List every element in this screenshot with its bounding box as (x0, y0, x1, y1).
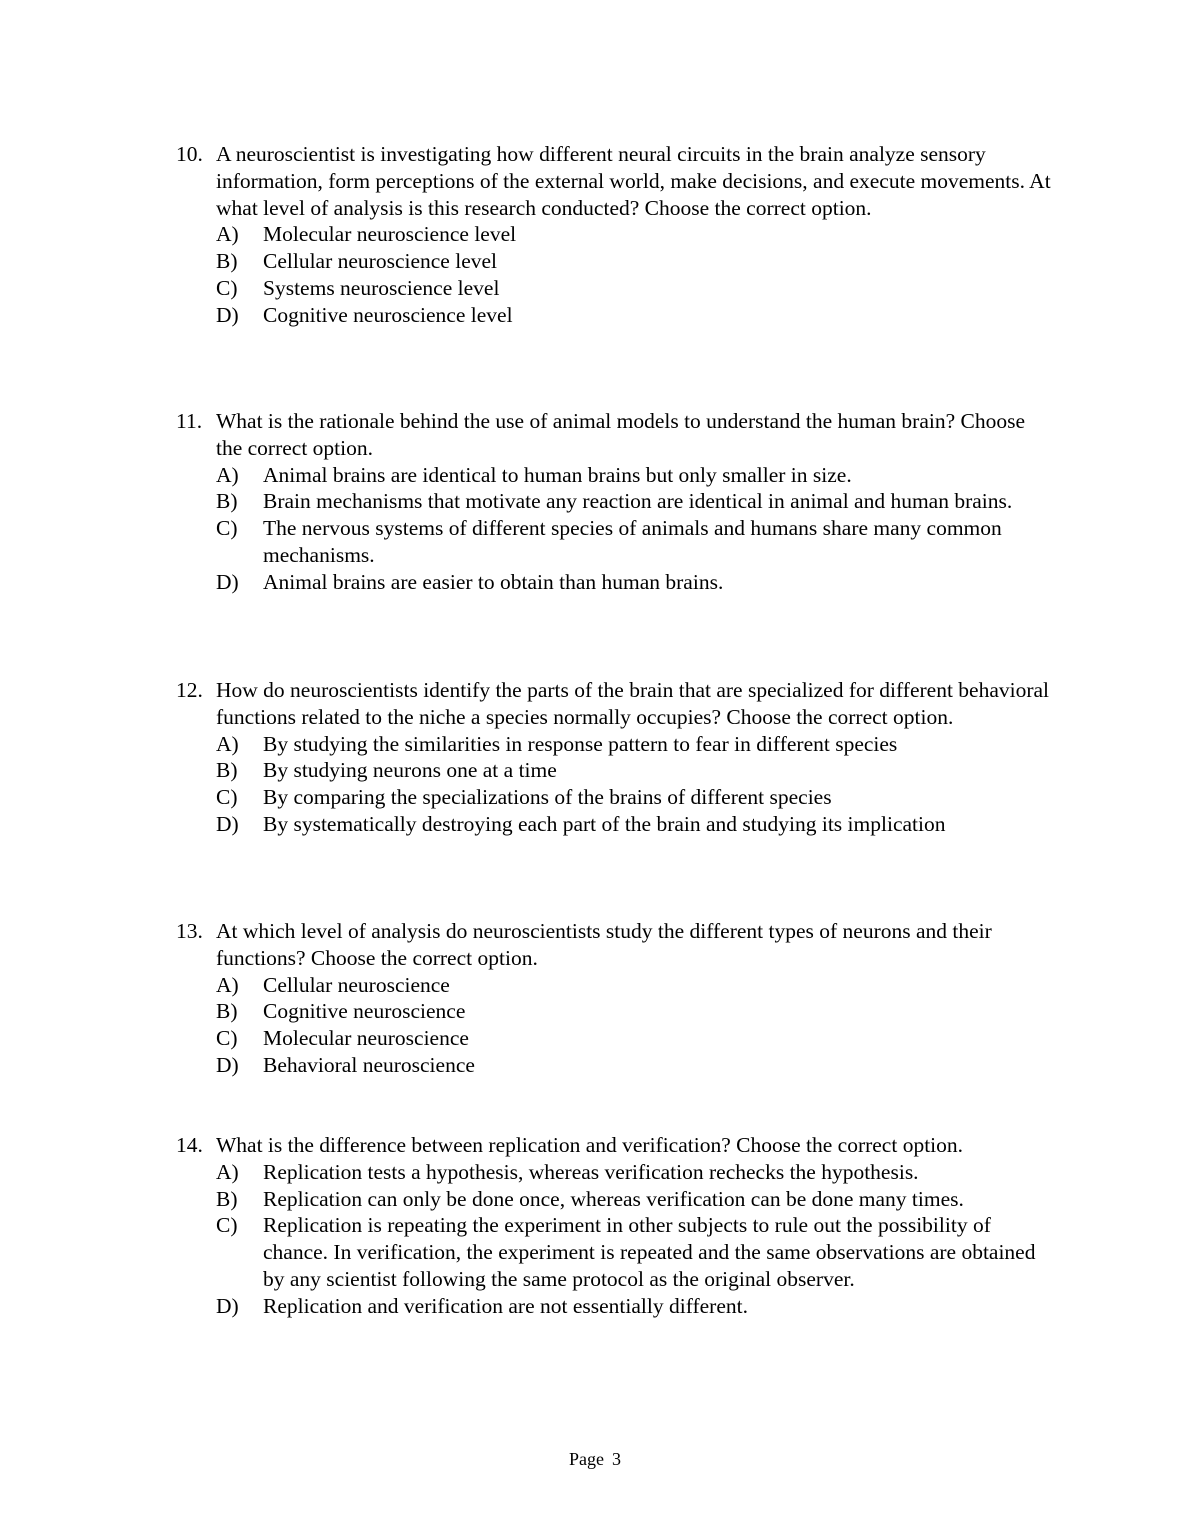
option-text: Brain mechanisms that motivate any reaction are identical in animal and human brains. (263, 489, 1013, 514)
option-text: Molecular neuroscience (263, 1026, 469, 1051)
option-text: Replication can only be done once, whereas verification can be done many times. (263, 1186, 964, 1211)
option-item (216, 1159, 1056, 1186)
option-item (216, 1186, 1056, 1213)
option-item (216, 569, 1056, 596)
option-item (216, 731, 1056, 758)
question-text: At which level of analysis do neuroscientists study the different types of neurons and their functions? Choose the correct option. (216, 919, 992, 970)
option-letter: B) (216, 489, 238, 514)
option-text: Cognitive neuroscience (263, 999, 466, 1024)
option-letter: D) (216, 1052, 239, 1077)
page-number: 3 (612, 1449, 621, 1469)
option-item (216, 515, 1056, 569)
option-text: Cognitive neuroscience level (263, 302, 513, 327)
option-item (216, 221, 1056, 248)
option-text: Molecular neuroscience level (263, 222, 517, 247)
option-letter: D) (216, 1293, 239, 1318)
question-stem (176, 141, 1056, 221)
option-letter: B) (216, 249, 238, 274)
question-stem (176, 918, 1056, 972)
question-13 (176, 918, 1056, 1079)
option-text: Replication is repeating the experiment in other subjects to rule out the possibility of chance. In verification, the experiment is repeated and the same observations are obtained by any scientist following the same protocol as the original observer. (263, 1213, 1036, 1291)
option-text: Cellular neuroscience (263, 972, 450, 997)
option-text: The nervous systems of different species of animals and humans share many common mechanisms. (263, 516, 1002, 567)
option-item (216, 1293, 1056, 1320)
option-letter: D) (216, 569, 239, 594)
option-item (216, 972, 1056, 999)
option-item (216, 811, 1056, 838)
question-text: A neuroscientist is investigating how different neural circuits in the brain analyze sensory information, form perceptions of the external world, make decisions, and execute movements. At what level of analysis is this research conducted? Choose the correct option. (216, 142, 1051, 220)
option-text: Behavioral neuroscience (263, 1052, 475, 1077)
option-item (216, 248, 1056, 275)
option-list (216, 1159, 1056, 1320)
option-text: Systems neuroscience level (263, 275, 500, 300)
option-text: Replication tests a hypothesis, whereas verification rechecks the hypothesis. (263, 1159, 919, 1184)
option-letter: A) (216, 731, 239, 756)
option-letter: B) (216, 1186, 238, 1211)
option-letter: B) (216, 999, 238, 1024)
option-letter: C) (216, 516, 238, 541)
option-letter: D) (216, 811, 239, 836)
option-letter: A) (216, 462, 239, 487)
option-letter: C) (216, 785, 238, 810)
question-stem (176, 1132, 1056, 1159)
option-item (216, 488, 1056, 515)
question-14 (176, 1132, 1056, 1320)
option-letter: C) (216, 275, 238, 300)
option-item (216, 302, 1056, 329)
option-text: By comparing the specializations of the brains of different species (263, 785, 832, 810)
option-letter: A) (216, 222, 239, 247)
option-letter: D) (216, 302, 239, 327)
option-list (216, 221, 1056, 328)
option-item (216, 462, 1056, 489)
question-number: 10. (176, 142, 203, 166)
page-footer (0, 1447, 1190, 1471)
option-text: Cellular neuroscience level (263, 249, 498, 274)
question-number: 13. (176, 919, 203, 943)
option-list (216, 972, 1056, 1079)
question-11 (176, 408, 1056, 596)
option-item (216, 1052, 1056, 1079)
option-letter: A) (216, 1159, 239, 1184)
question-text: What is the rationale behind the use of animal models to understand the human brain? Choose the correct option. (216, 409, 1026, 460)
option-text: By studying neurons one at a time (263, 758, 557, 783)
option-item (216, 784, 1056, 811)
option-item (216, 998, 1056, 1025)
option-letter: B) (216, 758, 238, 783)
page-label: Page (569, 1449, 604, 1469)
question-stem (176, 677, 1056, 731)
option-list (216, 462, 1056, 596)
option-text: By studying the similarities in response pattern to fear in different species (263, 731, 898, 756)
question-text: How do neuroscientists identify the parts of the brain that are specialized for different behavioral functions related to the niche a species normally occupies? Choose the correct option. (216, 678, 1050, 729)
option-item (216, 275, 1056, 302)
question-number: 12. (176, 678, 203, 702)
question-number: 11. (176, 409, 203, 433)
question-10 (176, 141, 1056, 329)
question-stem (176, 408, 1056, 462)
option-text: Animal brains are easier to obtain than human brains. (263, 569, 724, 594)
option-letter: A) (216, 972, 239, 997)
option-letter: C) (216, 1026, 238, 1051)
question-number: 14. (176, 1133, 203, 1157)
option-list (216, 731, 1056, 838)
option-text: Animal brains are identical to human brains but only smaller in size. (263, 462, 852, 487)
question-text: What is the difference between replication and verification? Choose the correct option. (216, 1133, 964, 1157)
option-item (216, 1025, 1056, 1052)
option-text: By systematically destroying each part of the brain and studying its implication (263, 811, 946, 836)
option-letter: C) (216, 1213, 238, 1238)
option-item (216, 1212, 1056, 1292)
option-text: Replication and verification are not essentially different. (263, 1293, 748, 1318)
question-12 (176, 677, 1056, 838)
option-item (216, 757, 1056, 784)
